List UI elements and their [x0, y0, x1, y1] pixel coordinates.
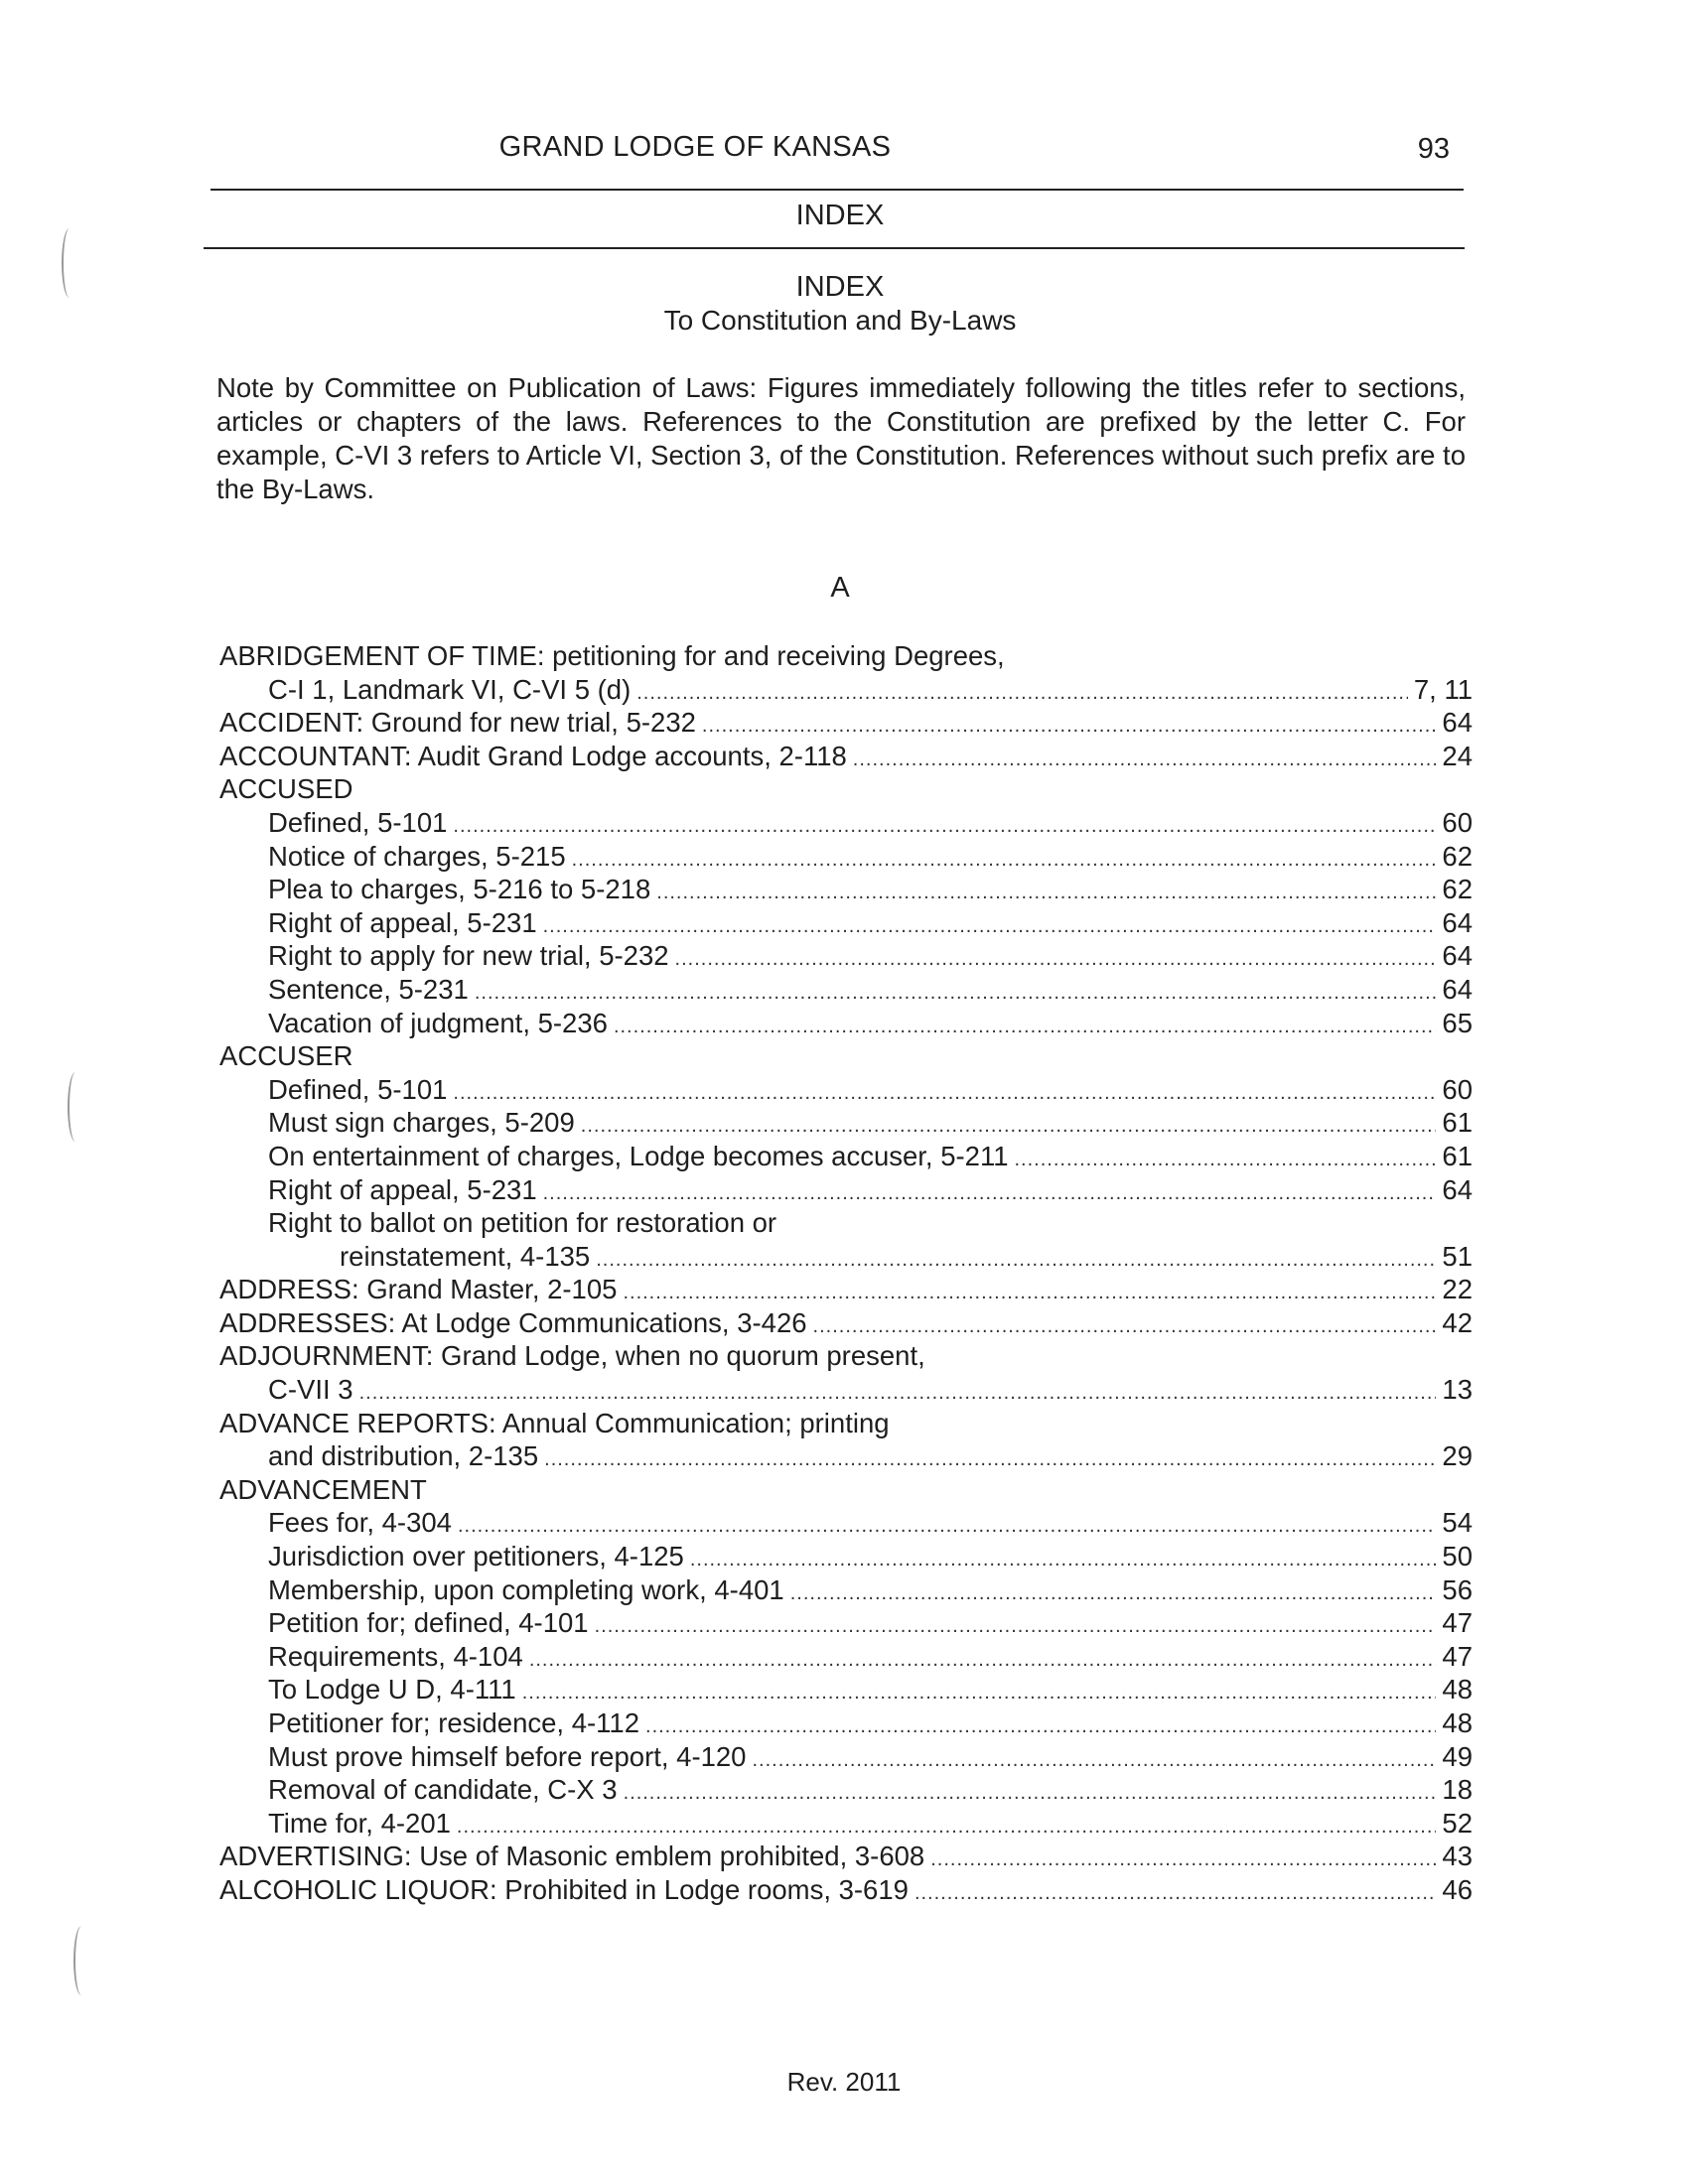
index-entry-text: Defined, 5-101 — [268, 1073, 448, 1105]
index-entry-text: Right of appeal, 5-231 — [268, 1173, 537, 1205]
header-rule-bottom — [204, 247, 1465, 249]
index-entry — [219, 973, 1473, 1007]
dot-leader — [457, 1811, 1436, 1844]
index-entry-list — [219, 639, 1473, 1907]
index-title: INDEX — [795, 271, 885, 303]
index-entry — [219, 1506, 1473, 1540]
index-entry-text: Right to ballot on petition for restoration or — [268, 1207, 777, 1239]
index-entry-text: ACCUSER — [219, 1040, 353, 1072]
index-entry-text: Must prove himself before report, 4-120 — [268, 1740, 747, 1772]
index-entry-text: Vacation of judgment, 5-236 — [268, 1007, 608, 1038]
dot-leader — [581, 1110, 1437, 1144]
index-entry — [219, 673, 1473, 707]
index-entry — [219, 1473, 1473, 1507]
index-entry-page: 62 — [1442, 874, 1473, 905]
letter-heading: A — [830, 572, 850, 604]
punch-hole-mark — [68, 1072, 83, 1142]
index-entry-text: Notice of charges, 5-215 — [268, 840, 566, 872]
dot-leader — [636, 677, 1408, 711]
section-label: INDEX — [795, 200, 885, 231]
index-entry-text: ACCUSED — [219, 773, 353, 805]
index-entry-text: Membership, upon completing work, 4-401 — [268, 1573, 784, 1605]
index-entry-text: Jurisdiction over petitioners, 4-125 — [268, 1541, 684, 1572]
index-entry-text: Plea to charges, 5-216 to 5-218 — [268, 874, 651, 905]
index-entry-page: 64 — [1442, 1173, 1473, 1205]
index-entry-text: ADJOURNMENT: Grand Lodge, when no quorum present, — [219, 1340, 925, 1372]
dot-leader — [543, 1177, 1437, 1211]
index-entry-text: ADVANCEMENT — [219, 1473, 427, 1505]
index-entry — [219, 1106, 1473, 1140]
index-entry-text: Right of appeal, 5-231 — [268, 906, 537, 938]
dot-leader — [930, 1843, 1436, 1877]
index-entry-text: Removal of candidate, C-X 3 — [268, 1774, 618, 1806]
index-entry-page: 42 — [1442, 1306, 1473, 1338]
dot-leader — [624, 1777, 1437, 1811]
index-entry — [219, 840, 1473, 874]
dot-leader — [645, 1710, 1436, 1744]
index-entry-text: Petition for; defined, 4-101 — [268, 1607, 589, 1639]
index-entry-page: 64 — [1442, 973, 1473, 1005]
index-entry — [219, 1706, 1473, 1740]
dot-leader — [1015, 1144, 1437, 1177]
index-entry-text: ADVANCE REPORTS: Annual Communication; printing — [219, 1407, 890, 1438]
dot-leader — [614, 1011, 1436, 1044]
index-entry-text: Sentence, 5-231 — [268, 973, 469, 1005]
index-entry-text: C-VII 3 — [268, 1374, 353, 1406]
index-entry-text: ADVERTISING: Use of Masonic emblem prohibited, 3-608 — [219, 1841, 925, 1872]
dot-leader — [572, 844, 1437, 878]
running-header-title: GRAND LODGE OF KANSAS — [498, 131, 892, 163]
index-entry-text: ADDRESS: Grand Master, 2-105 — [219, 1274, 618, 1305]
index-entry-text: ALCOHOLIC LIQUOR: Prohibited in Lodge rooms, 3-619 — [219, 1873, 909, 1905]
index-entry — [219, 1073, 1473, 1107]
index-entry-page: 54 — [1442, 1507, 1473, 1539]
index-entry-page: 65 — [1442, 1007, 1473, 1038]
index-entry — [219, 1306, 1473, 1340]
index-entry-page: 46 — [1442, 1873, 1473, 1905]
dot-leader — [544, 1443, 1436, 1477]
dot-leader — [623, 1277, 1436, 1310]
index-entry-page: 49 — [1442, 1740, 1473, 1772]
index-entry-page: 51 — [1442, 1240, 1473, 1272]
index-entry — [219, 1840, 1473, 1873]
index-entry-page: 50 — [1442, 1541, 1473, 1572]
index-entry-page: 52 — [1442, 1807, 1473, 1839]
index-entry-text: Fees for, 4-304 — [268, 1507, 452, 1539]
index-entry-page: 7, 11 — [1413, 673, 1473, 705]
dot-leader — [595, 1610, 1437, 1644]
dot-leader — [453, 810, 1436, 844]
index-entry-text: Requirements, 4-104 — [268, 1640, 523, 1672]
index-entry — [219, 1240, 1473, 1274]
index-entry — [219, 1540, 1473, 1573]
dot-leader — [529, 1644, 1437, 1678]
index-entry — [219, 639, 1473, 673]
index-entry — [219, 906, 1473, 940]
index-entry — [219, 1140, 1473, 1173]
revision-footer: Rev. 2011 — [786, 2067, 902, 2097]
index-entry-text: ACCIDENT: Ground for new trial, 5-232 — [219, 707, 696, 739]
dot-leader — [475, 977, 1437, 1011]
page-number: 93 — [1417, 133, 1450, 165]
index-entry — [219, 1206, 1473, 1240]
index-entry-text: ADDRESSES: At Lodge Communications, 3-426 — [219, 1306, 807, 1338]
index-entry-text: On entertainment of charges, Lodge becomes accuser, 5-211 — [268, 1140, 1009, 1171]
index-entry — [219, 772, 1473, 806]
dot-leader — [596, 1244, 1436, 1278]
index-entry-page: 29 — [1442, 1440, 1473, 1472]
index-entry-page: 60 — [1442, 1073, 1473, 1105]
index-entry — [219, 939, 1473, 973]
index-entry-text: Time for, 4-201 — [268, 1807, 451, 1839]
index-entry-text: and distribution, 2-135 — [268, 1440, 539, 1472]
index-entry — [219, 1373, 1473, 1407]
index-entry-text: Must sign charges, 5-209 — [268, 1107, 575, 1139]
index-entry — [219, 1640, 1473, 1674]
index-entry — [219, 1039, 1473, 1073]
index-entry — [219, 1173, 1473, 1207]
index-entry-page: 48 — [1442, 1674, 1473, 1706]
index-entry-page: 43 — [1442, 1841, 1473, 1872]
dot-leader — [453, 1077, 1436, 1111]
index-entry-page: 61 — [1442, 1140, 1473, 1171]
index-entry — [219, 1873, 1473, 1907]
dot-leader — [813, 1310, 1437, 1344]
index-entry — [219, 1007, 1473, 1040]
index-entry-text: Defined, 5-101 — [268, 806, 448, 838]
header-rule-top — [211, 189, 1464, 191]
punch-hole-mark — [62, 228, 77, 298]
index-subtitle: To Constitution and By-Laws — [663, 305, 1017, 336]
index-entry — [219, 1439, 1473, 1473]
index-entry — [219, 1273, 1473, 1306]
index-entry-text: Petitioner for; residence, 4-112 — [268, 1707, 640, 1738]
index-entry — [219, 1606, 1473, 1640]
index-entry-page: 47 — [1442, 1607, 1473, 1639]
index-entry — [219, 706, 1473, 740]
index-entry-page: 48 — [1442, 1707, 1473, 1738]
index-entry-page: 61 — [1442, 1107, 1473, 1139]
dot-leader — [752, 1744, 1436, 1778]
index-entry-text: Right to apply for new trial, 5-232 — [268, 940, 669, 972]
index-entry — [219, 1573, 1473, 1607]
index-entry-page: 60 — [1442, 806, 1473, 838]
index-entry-text: ABRIDGEMENT OF TIME: petitioning for and receiving Degrees, — [219, 640, 1005, 671]
dot-leader — [522, 1677, 1437, 1710]
index-entry-page: 56 — [1442, 1573, 1473, 1605]
index-entry-page: 47 — [1442, 1640, 1473, 1672]
dot-leader — [914, 1877, 1436, 1911]
index-entry-text: reinstatement, 4-135 — [340, 1240, 591, 1272]
index-entry — [219, 1740, 1473, 1774]
index-entry-page: 18 — [1442, 1774, 1473, 1806]
index-entry — [219, 1773, 1473, 1807]
committee-note: Note by Committee on Publication of Laws: Figures immediately following the titles refer to sections, articles or chapters of the laws. References to the Constitution are prefixed by the letter C. For example, C-VI 3 refers to Article VI, Section 3, of the Constitution. References without such prefix are to the By-Laws. — [216, 372, 1466, 504]
index-entry-text: C-I 1, Landmark VI, C-VI 5 (d) — [268, 673, 632, 705]
index-entry-page: 64 — [1442, 707, 1473, 739]
index-entry-page: 13 — [1442, 1374, 1473, 1406]
index-entry-page: 22 — [1442, 1274, 1473, 1305]
index-entry — [219, 873, 1473, 906]
index-entry — [219, 1407, 1473, 1440]
dot-leader — [690, 1544, 1437, 1577]
index-entry — [219, 806, 1473, 840]
index-entry-page: 24 — [1442, 740, 1473, 771]
index-entry — [219, 1807, 1473, 1841]
index-entry — [219, 740, 1473, 773]
index-entry-page: 62 — [1442, 840, 1473, 872]
dot-leader — [458, 1510, 1436, 1544]
dot-leader — [543, 910, 1437, 944]
punch-hole-mark — [73, 1926, 89, 1995]
dot-leader — [675, 943, 1437, 977]
index-entry-page: 64 — [1442, 940, 1473, 972]
dot-leader — [359, 1377, 1437, 1411]
index-entry-text: ACCOUNTANT: Audit Grand Lodge accounts, 2-118 — [219, 740, 847, 771]
dot-leader — [656, 877, 1436, 910]
dot-leader — [790, 1577, 1437, 1611]
index-entry-text: To Lodge U D, 4-111 — [268, 1674, 516, 1706]
dot-leader — [853, 744, 1437, 777]
index-entry — [219, 1339, 1473, 1373]
index-entry — [219, 1673, 1473, 1706]
dot-leader — [702, 710, 1436, 744]
index-entry-page: 64 — [1442, 906, 1473, 938]
